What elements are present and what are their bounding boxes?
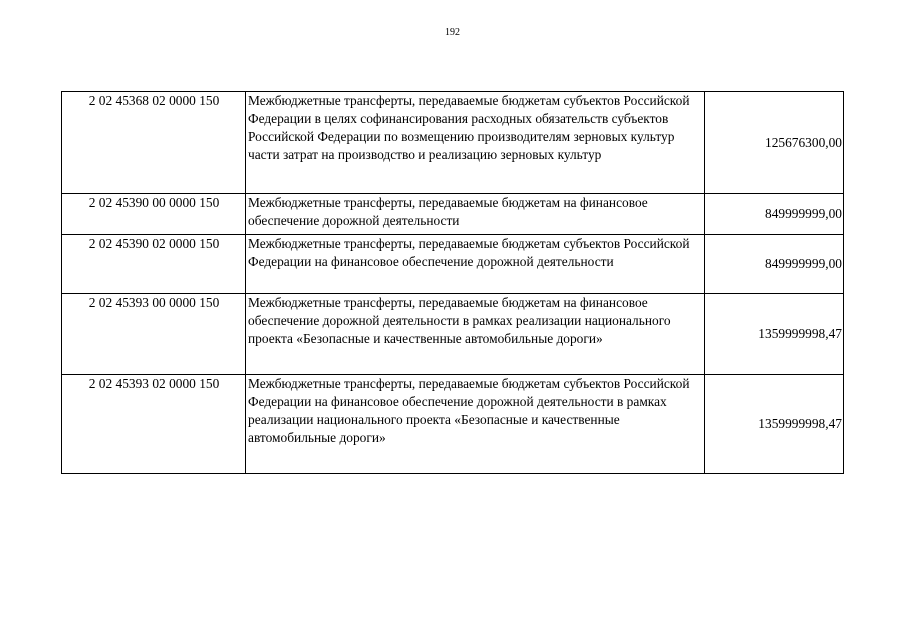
- amount-cell: 1359999998,47: [705, 375, 844, 474]
- amount-cell: 849999999,00: [705, 194, 844, 235]
- amount-cell: 125676300,00: [705, 92, 844, 194]
- amount-cell: 849999999,00: [705, 235, 844, 294]
- income-name-cell: Межбюджетные трансферты, передаваемые бюджетам на финансовое обеспечение дорожной деятельности в рамках реализации национального проекта «Безопасные и качественные автомобильные дороги»: [246, 294, 705, 375]
- budget-code-cell: 2 02 45390 00 0000 150: [62, 194, 246, 235]
- table-row: [62, 375, 844, 474]
- budget-table: [61, 91, 844, 474]
- budget-code-cell: 2 02 45368 02 0000 150: [62, 92, 246, 194]
- amount-cell: 1359999998,47: [705, 294, 844, 375]
- budget-code-cell: 2 02 45390 02 0000 150: [62, 235, 246, 294]
- income-name-cell: Межбюджетные трансферты, передаваемые бюджетам на финансовое обеспечение дорожной деятельности: [246, 194, 705, 235]
- table-row: [62, 92, 844, 194]
- page-number: 192: [445, 27, 460, 38]
- budget-code-cell: 2 02 45393 00 0000 150: [62, 294, 246, 375]
- income-name-cell: Межбюджетные трансферты, передаваемые бюджетам субъектов Российской Федерации на финансовое обеспечение дорожной деятельности: [246, 235, 705, 294]
- income-name-cell: Межбюджетные трансферты, передаваемые бюджетам субъектов Российской Федерации в целях софинансирования расходных обязательств субъектов Российской Федерации по возмещению производителям зерновых культур части затрат на производство и реализацию зерновых культур: [246, 92, 705, 194]
- table-row: [62, 194, 844, 235]
- table-row: [62, 235, 844, 294]
- income-name-cell: Межбюджетные трансферты, передаваемые бюджетам субъектов Российской Федерации на финансовое обеспечение дорожной деятельности в рамках реализации национального проекта «Безопасные и качественные автомобильные дороги»: [246, 375, 705, 474]
- table-row: [62, 294, 844, 375]
- budget-code-cell: 2 02 45393 02 0000 150: [62, 375, 246, 474]
